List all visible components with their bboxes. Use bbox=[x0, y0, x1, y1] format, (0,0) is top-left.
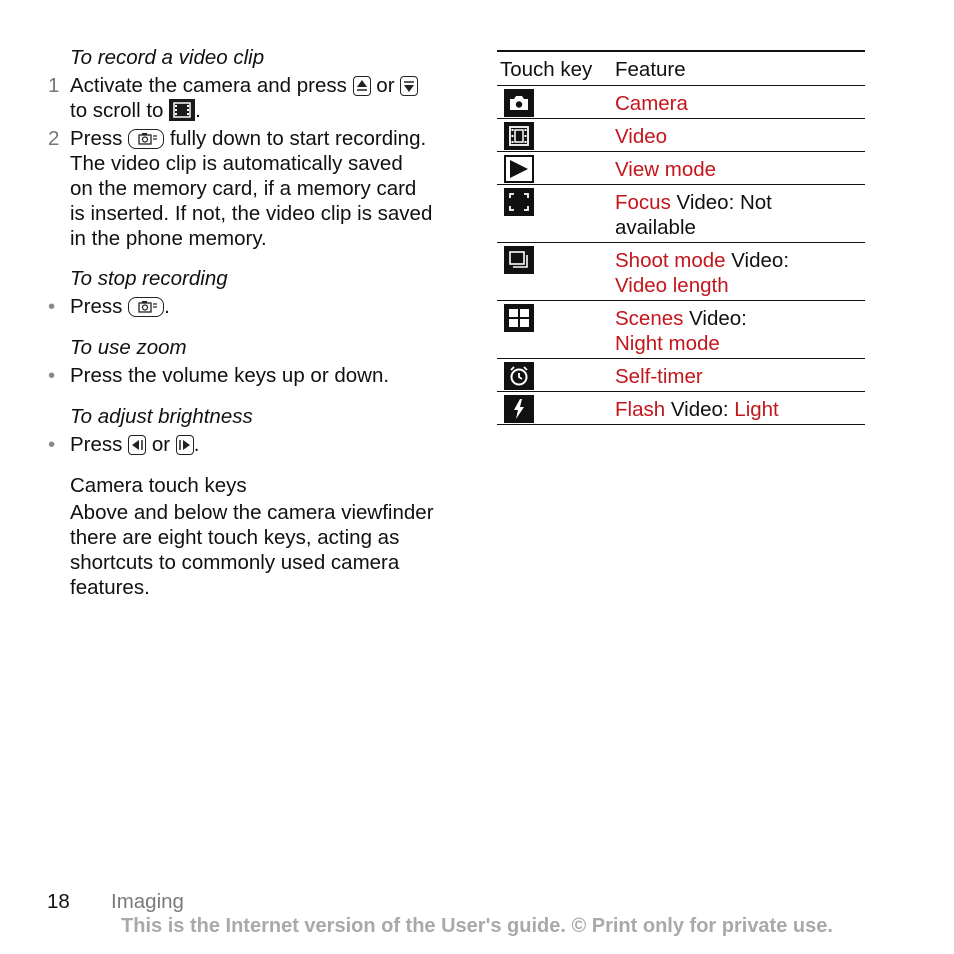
heading-record-video: To record a video clip bbox=[70, 46, 265, 69]
page-number: 18 bbox=[47, 890, 70, 913]
right-key-icon bbox=[176, 435, 194, 455]
heading-camera-touch-keys: Camera touch keys bbox=[70, 474, 247, 497]
paragraph-line: on the memory card, if a memory card bbox=[70, 177, 417, 200]
bullet-zoom: • Press the volume keys up or down. bbox=[48, 364, 390, 387]
step-number: 2 bbox=[48, 127, 60, 150]
play-icon bbox=[504, 155, 534, 183]
feature-link[interactable]: Flash bbox=[615, 398, 666, 421]
table-row bbox=[497, 185, 865, 243]
paragraph-line: features. bbox=[70, 576, 150, 599]
shoot-mode-icon bbox=[504, 246, 534, 274]
step-1-cont: to scroll to . bbox=[70, 99, 201, 122]
table-header bbox=[497, 50, 865, 86]
section-name: Imaging bbox=[111, 890, 184, 913]
feature-cell: Shoot mode Video: Video length bbox=[615, 249, 790, 297]
video-film-icon bbox=[169, 99, 195, 121]
paragraph-line: The video clip is automatically saved bbox=[70, 152, 403, 175]
column-header: Touch key bbox=[500, 58, 593, 81]
feature-link[interactable]: Scenes bbox=[615, 307, 684, 330]
feature-cell: Focus Video: Not available bbox=[615, 191, 772, 239]
feature-link[interactable]: Light bbox=[734, 398, 779, 421]
table-row bbox=[497, 86, 865, 119]
camera-key-icon bbox=[128, 297, 164, 317]
column-header: Feature bbox=[615, 58, 686, 81]
step-1: 1 Activate the camera and press or bbox=[70, 73, 460, 98]
table-row bbox=[497, 359, 865, 392]
paragraph-line: there are eight touch keys, acting as bbox=[70, 526, 400, 549]
left-key-icon bbox=[128, 435, 146, 455]
feature-link[interactable]: Camera bbox=[615, 92, 688, 115]
down-key-icon bbox=[400, 76, 418, 96]
feature-link[interactable]: View mode bbox=[615, 158, 717, 181]
focus-icon bbox=[504, 188, 534, 216]
heading-use-zoom: To use zoom bbox=[70, 336, 187, 359]
feature-link[interactable]: Night mode bbox=[615, 332, 720, 355]
feature-cell: Flash Video: Light bbox=[615, 398, 779, 421]
self-timer-icon bbox=[504, 362, 534, 390]
paragraph-line: Above and below the camera viewfinder bbox=[70, 501, 434, 524]
paragraph-line: shortcuts to commonly used camera bbox=[70, 551, 400, 574]
up-key-icon bbox=[353, 76, 371, 96]
video-film-icon bbox=[504, 122, 534, 150]
bullet-brightness: • Press or . bbox=[48, 433, 200, 456]
flash-icon bbox=[504, 395, 534, 423]
feature-link[interactable]: Video bbox=[615, 125, 668, 148]
heading-adjust-brightness: To adjust brightness bbox=[70, 405, 253, 428]
paragraph-line: in the phone memory. bbox=[70, 227, 267, 250]
feature-link[interactable]: Shoot mode bbox=[615, 249, 726, 272]
feature-link[interactable]: Self-timer bbox=[615, 365, 703, 388]
step-number: 1 bbox=[48, 74, 60, 97]
touch-key-table bbox=[497, 50, 865, 425]
copyright-note: This is the Internet version of the User's guide. © Print only for private use. bbox=[121, 915, 833, 937]
table-row bbox=[497, 119, 865, 152]
table-row bbox=[497, 301, 865, 359]
feature-link[interactable]: Focus bbox=[615, 191, 671, 214]
table-row bbox=[497, 243, 865, 301]
camera-icon bbox=[504, 89, 534, 117]
table-row bbox=[497, 152, 865, 185]
table-row bbox=[497, 392, 865, 425]
scenes-icon bbox=[504, 304, 534, 332]
paragraph-line: is inserted. If not, the video clip is saved bbox=[70, 202, 433, 225]
bullet-stop: • Press . bbox=[48, 295, 170, 318]
step-2: 2 Press fully down to start recording. bbox=[48, 127, 427, 150]
heading-stop-recording: To stop recording bbox=[70, 267, 228, 290]
feature-cell: Scenes Video: Night mode bbox=[615, 307, 747, 355]
feature-link[interactable]: Video length bbox=[615, 274, 729, 297]
camera-key-icon bbox=[128, 129, 164, 149]
